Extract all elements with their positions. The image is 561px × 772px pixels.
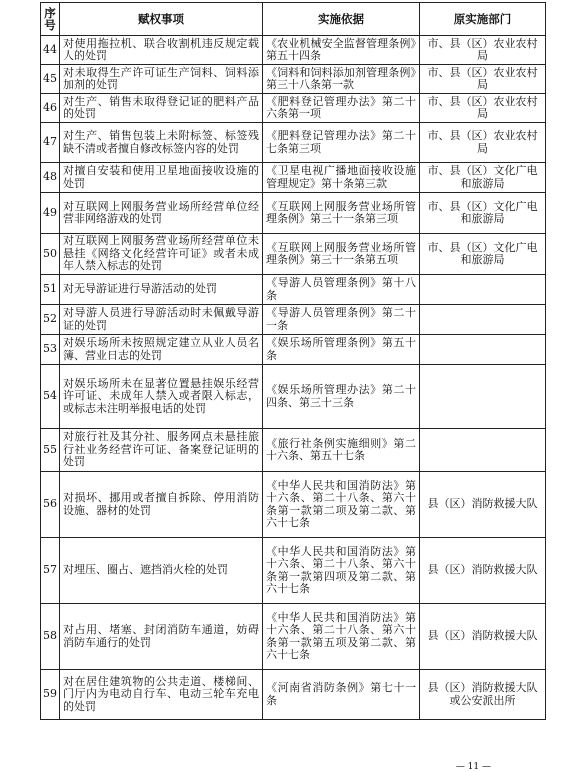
- row-item: 对娱乐场所未在显著位置悬挂娱乐经营许可证、未成年人禁入或者限入标志，或标志未注明举报电话的处罚: [60, 365, 263, 429]
- table-row: [41, 65, 546, 94]
- table-row: [41, 604, 546, 670]
- table-row: [41, 335, 546, 365]
- table-row: [41, 193, 546, 234]
- table-row: [41, 305, 546, 335]
- row-item: 对生产、销售未取得登记证的肥料产品的处罚: [60, 94, 263, 123]
- row-number: 58: [41, 604, 60, 670]
- row-item: 对未取得生产许可证生产饲料、饲料添加剂的处罚: [60, 65, 263, 94]
- row-item: 对生产、销售包装上未附标签、标签残缺不清或者擅自修改标签内容的处罚: [60, 123, 263, 163]
- table-row: [41, 472, 546, 538]
- row-number: 45: [41, 65, 60, 94]
- row-number: 52: [41, 305, 60, 335]
- row-basis: 《河南省消防条例》第七十一条: [263, 670, 420, 720]
- row-number: 48: [41, 163, 60, 193]
- row-dept: 县（区）消防救援大队: [420, 604, 546, 670]
- row-item: 对埋压、圈占、遮挡消火栓的处罚: [60, 538, 263, 604]
- row-basis: 《旅行社条例实施细则》第二十六条、第五十七条: [263, 429, 420, 472]
- row-basis: 《卫星电视广播地面接收设施管理规定》第十条第三款: [263, 163, 420, 193]
- row-dept: [420, 335, 546, 365]
- row-item: 对在居住建筑物的公共走道、楼梯间、门厅内为电动自行车、电动三轮车充电的处罚: [60, 670, 263, 720]
- row-item: 对导游人员进行导游活动时未佩戴导游证的处罚: [60, 305, 263, 335]
- row-dept: [420, 365, 546, 429]
- row-dept: [420, 429, 546, 472]
- row-item: 对使用拖拉机、联合收割机违反规定载人的处罚: [60, 36, 263, 65]
- row-number: 53: [41, 335, 60, 365]
- row-basis: 《导游人员管理条例》第二十一条: [263, 305, 420, 335]
- row-basis: 《农业机械安全监督管理条例》第五十四条: [263, 36, 420, 65]
- header-no: 序 号: [41, 3, 60, 36]
- row-number: 56: [41, 472, 60, 538]
- row-basis: 《肥料登记管理办法》第二十七条第三项: [263, 123, 420, 163]
- row-number: 47: [41, 123, 60, 163]
- row-dept: 县（区）消防救援大队: [420, 538, 546, 604]
- row-basis: 《娱乐场所管理条例》第五十条: [263, 335, 420, 365]
- row-item: 对旅行社及其分社、服务网点未悬挂旅行社业务经营许可证、备案登记证明的处罚: [60, 429, 263, 472]
- row-number: 44: [41, 36, 60, 65]
- row-item: 对占用、堵塞、封闭消防车通道，妨碍消防车通行的处罚: [60, 604, 263, 670]
- row-dept: 县（区）消防救援大队或公安派出所: [420, 670, 546, 720]
- header-dept: 原实施部门: [420, 3, 546, 36]
- table-row: [41, 538, 546, 604]
- row-basis: 《肥料登记管理办法》第二十六条第一项: [263, 94, 420, 123]
- table-row: [41, 94, 546, 123]
- table-row: [41, 234, 546, 275]
- row-item: 对损坏、挪用或者擅自拆除、停用消防设施、器材的处罚: [60, 472, 263, 538]
- document-page: [40, 2, 545, 720]
- row-number: 51: [41, 275, 60, 305]
- table-row: [41, 163, 546, 193]
- table-row: [41, 275, 546, 305]
- row-number: 55: [41, 429, 60, 472]
- table-row: [41, 670, 546, 720]
- row-dept: [420, 275, 546, 305]
- row-number: 46: [41, 94, 60, 123]
- row-item: 对娱乐场所未按照规定建立从业人员名簿、营业日志的处罚: [60, 335, 263, 365]
- row-item: 对擅自安装和使用卫星地面接收设施的处罚: [60, 163, 263, 193]
- table-header-row: [41, 3, 546, 36]
- row-dept: 市、县（区）文化广电和旅游局: [420, 163, 546, 193]
- row-dept: 市、县（区）农业农村局: [420, 65, 546, 94]
- table-row: [41, 365, 546, 429]
- header-basis: 实施依据: [263, 3, 420, 36]
- row-basis: 《中华人民共和国消防法》第十六条、第二十八条、第六十条第一款第五项及第二款、第六十七条: [263, 604, 420, 670]
- row-item: 对互联网上网服务营业场所经营单位未悬挂《网络文化经营许可证》或者未成年人禁入标志的处罚: [60, 234, 263, 275]
- table-row: [41, 36, 546, 65]
- row-number: 59: [41, 670, 60, 720]
- row-item: 对互联网上网服务营业场所经营单位经营非网络游戏的处罚: [60, 193, 263, 234]
- row-dept: [420, 305, 546, 335]
- row-basis: 《互联网上网服务营业场所管理条例》第三十一条第五项: [263, 234, 420, 275]
- table-row: [41, 429, 546, 472]
- row-number: 57: [41, 538, 60, 604]
- row-basis: 《互联网上网服务营业场所管理条例》第三十一条第三项: [263, 193, 420, 234]
- header-item: 赋权事项: [60, 3, 263, 36]
- row-basis: 《娱乐场所管理办法》第二十四条、第三十三条: [263, 365, 420, 429]
- row-dept: 市、县（区）农业农村局: [420, 123, 546, 163]
- row-basis: 《中华人民共和国消防法》第十六条、第二十八条、第六十条第一款第四项及第二款、第六十七条: [263, 538, 420, 604]
- row-number: 49: [41, 193, 60, 234]
- row-item: 对无导游证进行导游活动的处罚: [60, 275, 263, 305]
- row-number: 50: [41, 234, 60, 275]
- row-dept: 县（区）消防救援大队: [420, 472, 546, 538]
- row-basis: 《中华人民共和国消防法》第十六条、第二十八条、第六十条第一款第二项及第二款、第六十七条: [263, 472, 420, 538]
- row-dept: 市、县（区）农业农村局: [420, 94, 546, 123]
- row-basis: 《导游人员管理条例》第十八条: [263, 275, 420, 305]
- row-basis: 《饲料和饲料添加剂管理条例》第三十八条第一款: [263, 65, 420, 94]
- row-dept: 市、县（区）农业农村局: [420, 36, 546, 65]
- authority-table: [40, 2, 546, 720]
- page-footer: — 11 —: [455, 762, 491, 772]
- row-dept: 市、县（区）文化广电和旅游局: [420, 193, 546, 234]
- row-number: 54: [41, 365, 60, 429]
- row-dept: 市、县（区）文化广电和旅游局: [420, 234, 546, 275]
- table-row: [41, 123, 546, 163]
